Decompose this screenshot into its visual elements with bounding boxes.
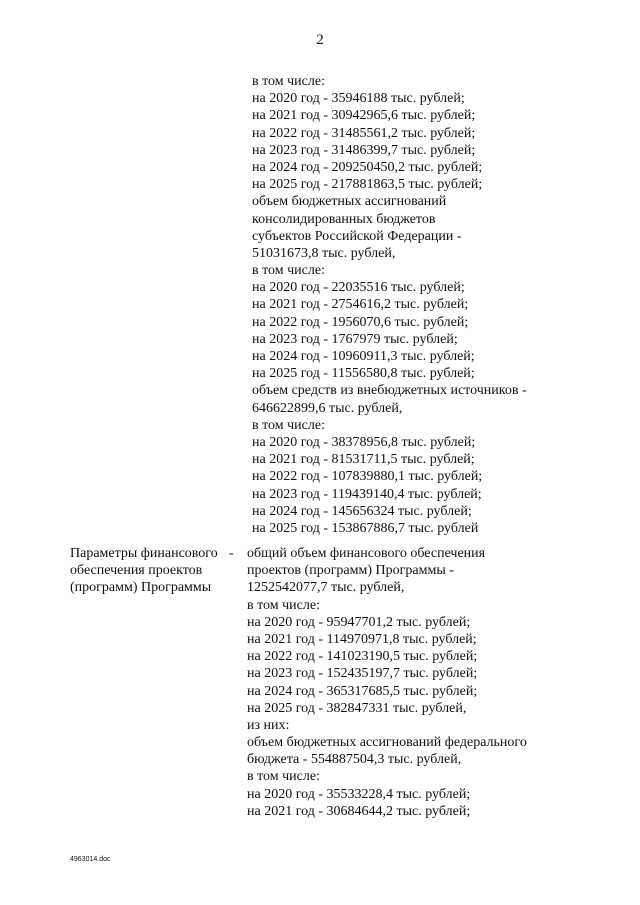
text-line: на 2023 год - 1767979 тыс. рублей; <box>252 331 458 347</box>
document-filename: 4963014.doc <box>70 856 111 863</box>
text-line: в том числе: <box>252 263 325 279</box>
text-line: на 2022 год - 31485561,2 тыс. рублей; <box>252 125 476 141</box>
text-line: на 2024 год - 209250450,2 тыс. рублей; <box>252 159 483 175</box>
text-line: на 2021 год - 2754616,2 тыс. рублей; <box>252 297 469 313</box>
text-line: на 2020 год - 35533228,4 тыс. рублей; <box>247 786 471 802</box>
project-financing-block <box>247 545 567 820</box>
text-line: 646622899,6 тыс. рублей, <box>252 400 403 416</box>
text-line: бюджета - 554887504,3 тыс. рублей, <box>247 752 462 768</box>
text-line: в том числе: <box>247 597 320 613</box>
text-line: 51031673,8 тыс. рублей, <box>252 245 396 261</box>
text-line: из них: <box>247 717 290 733</box>
text-line: на 2020 год - 95947701,2 тыс. рублей; <box>247 614 471 630</box>
text-line: проектов (программ) Программы - <box>247 563 454 579</box>
text-line: на 2021 год - 114970971,8 тыс. рублей; <box>247 631 477 647</box>
parameter-label: Параметры финансового обеспечения проектов (программ) Программы <box>70 546 218 596</box>
text-line: на 2025 год - 217881863,5 тыс. рублей; <box>252 177 483 193</box>
text-line: на 2025 год - 382847331 тыс. рублей, <box>247 700 467 716</box>
text-line: на 2021 год - 30942965,6 тыс. рублей; <box>252 108 476 124</box>
text-line: объем бюджетных ассигнований <box>252 194 447 210</box>
text-line: на 2024 год - 10960911,3 тыс. рублей; <box>252 349 475 364</box>
text-line: общий объем финансового обеспечения <box>247 546 486 561</box>
text-line: на 2023 год - 31486399,7 тыс. рублей; <box>252 142 476 158</box>
text-line: 1252542077,7 тыс. рублей, <box>247 580 405 596</box>
text-line: на 2022 год - 107839880,1 тыс. рублей; <box>252 469 483 485</box>
financing-details-block <box>252 73 572 537</box>
dash-separator: - <box>229 546 234 561</box>
page-number: 2 <box>316 32 324 48</box>
text-line: на 2021 год - 81531711,5 тыс. рублей; <box>252 452 475 468</box>
text-line: на 2024 год - 365317685,5 тыс. рублей; <box>247 683 478 699</box>
text-line: объем бюджетных ассигнований федерального <box>247 735 527 751</box>
text-line: на 2020 год - 38378956,8 тыс. рублей; <box>252 434 476 450</box>
text-line: на 2020 год - 22035516 тыс. рублей; <box>252 280 465 296</box>
text-line: на 2023 год - 119439140,4 тыс. рублей; <box>252 486 482 502</box>
text-line: в том числе: <box>252 417 325 433</box>
text-line: в том числе: <box>252 74 325 89</box>
text-line: на 2024 год - 145656324 тыс. рублей; <box>252 503 472 519</box>
text-line: в том числе: <box>247 769 320 785</box>
text-line: на 2021 год - 30684644,2 тыс. рублей; <box>247 803 471 819</box>
text-line: объем средств из внебюджетных источников - <box>252 383 527 399</box>
text-line: на 2022 год - 141023190,5 тыс. рублей; <box>247 649 478 665</box>
text-line: на 2023 год - 152435197,7 тыс. рублей; <box>247 666 478 682</box>
text-line: на 2025 год - 153867886,7 тыс. рублей <box>252 520 479 536</box>
text-line: на 2020 год - 35946188 тыс. рублей; <box>252 91 465 107</box>
text-line: субъектов Российской Федерации - <box>252 228 462 244</box>
text-line: консолидированных бюджетов <box>252 211 436 227</box>
text-line: на 2022 год - 1956070,6 тыс. рублей; <box>252 314 469 330</box>
text-line: на 2025 год - 11556580,8 тыс. рублей; <box>252 366 475 382</box>
